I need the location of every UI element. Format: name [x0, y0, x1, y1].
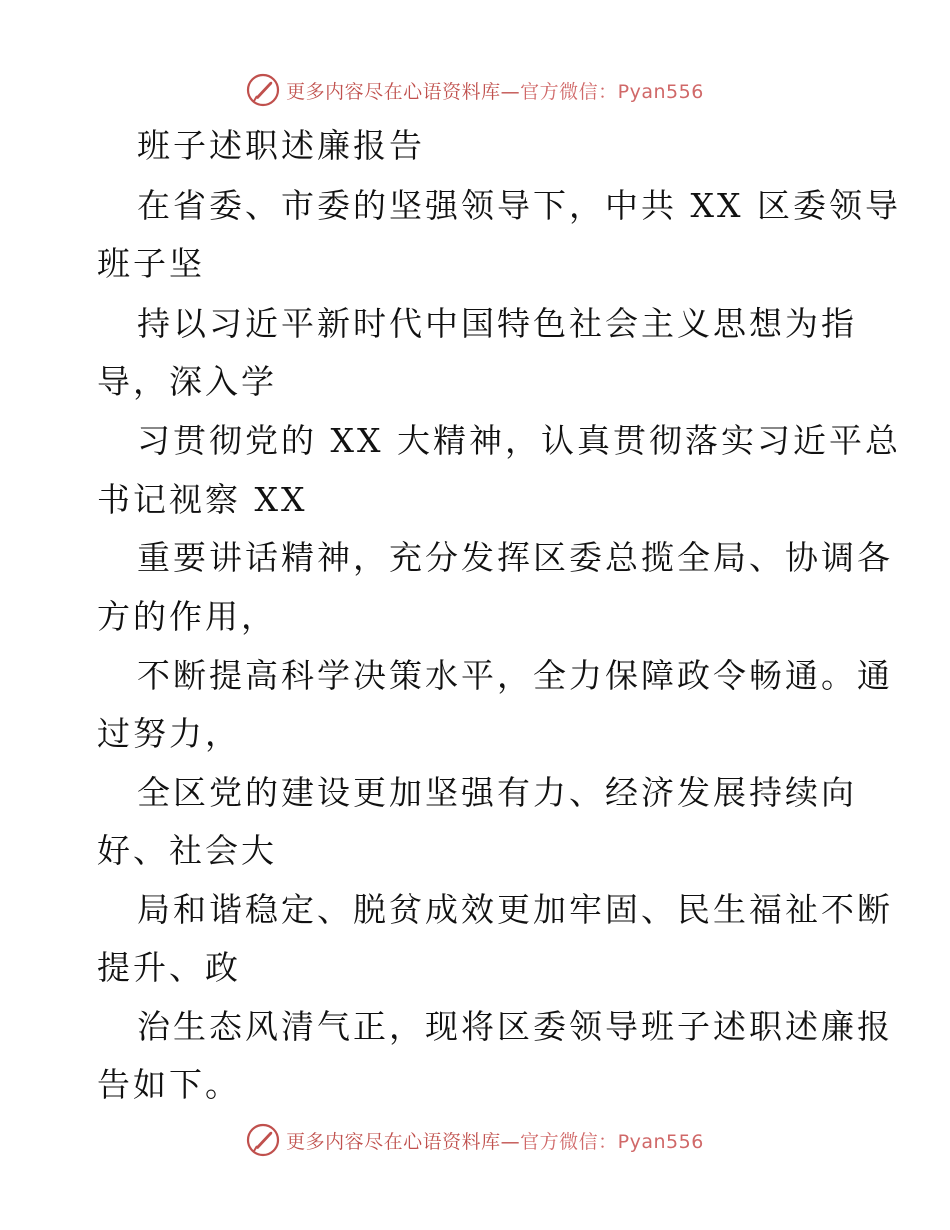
paragraph-line: 告如下。: [97, 1065, 241, 1104]
paragraph-line: 重要讲话精神，充分发挥区委总揽全局、协调各: [137, 538, 893, 577]
header-separator: —: [500, 80, 521, 103]
document-title: 班子述职述廉报告: [137, 126, 425, 165]
paragraph-line: 好、社会大: [97, 831, 277, 870]
header-banner-text: [286, 77, 704, 104]
header-watermark-banner: [0, 70, 950, 110]
footer-separator: —: [500, 1130, 521, 1153]
paragraph-line: 导，深入学: [97, 362, 277, 401]
header-contact-text: 官方微信：Pyan556: [520, 80, 704, 103]
feather-pen-logo-icon: [246, 73, 280, 107]
paragraph-line: 全区党的建设更加坚强有力、经济发展持续向: [137, 773, 857, 812]
paragraph-line: 治生态风清气正，现将区委领导班子述职述廉报: [137, 1007, 893, 1046]
paragraph-line: 局和谐稳定、脱贫成效更加牢固、民生福祉不断: [137, 890, 893, 929]
footer-site-text: 更多内容尽在心语资料库: [286, 1130, 501, 1153]
paragraph-line: 班子坚: [97, 244, 205, 283]
footer-banner-text: [286, 1127, 704, 1154]
footer-contact-text: 官方微信：Pyan556: [520, 1130, 704, 1153]
paragraph-line: 习贯彻党的 XX 大精神，认真贯彻落实习近平总: [137, 421, 901, 460]
paragraph-line: 在省委、市委的坚强领导下，中共 XX 区委领导: [137, 186, 901, 225]
footer-watermark-banner: [0, 1120, 950, 1160]
paragraph-line: 持以习近平新时代中国特色社会主义思想为指: [137, 304, 857, 343]
paragraph-line: 提升、政: [97, 948, 241, 987]
paragraph-line: 书记视察 XX: [97, 480, 308, 519]
paragraph-line: 过努力，: [97, 714, 241, 753]
paragraph-line: 不断提高科学决策水平，全力保障政令畅通。通: [137, 656, 893, 695]
header-site-text: 更多内容尽在心语资料库: [286, 80, 501, 103]
feather-pen-logo-icon: [246, 1123, 280, 1157]
paragraph-line: 方的作用，: [97, 597, 277, 636]
